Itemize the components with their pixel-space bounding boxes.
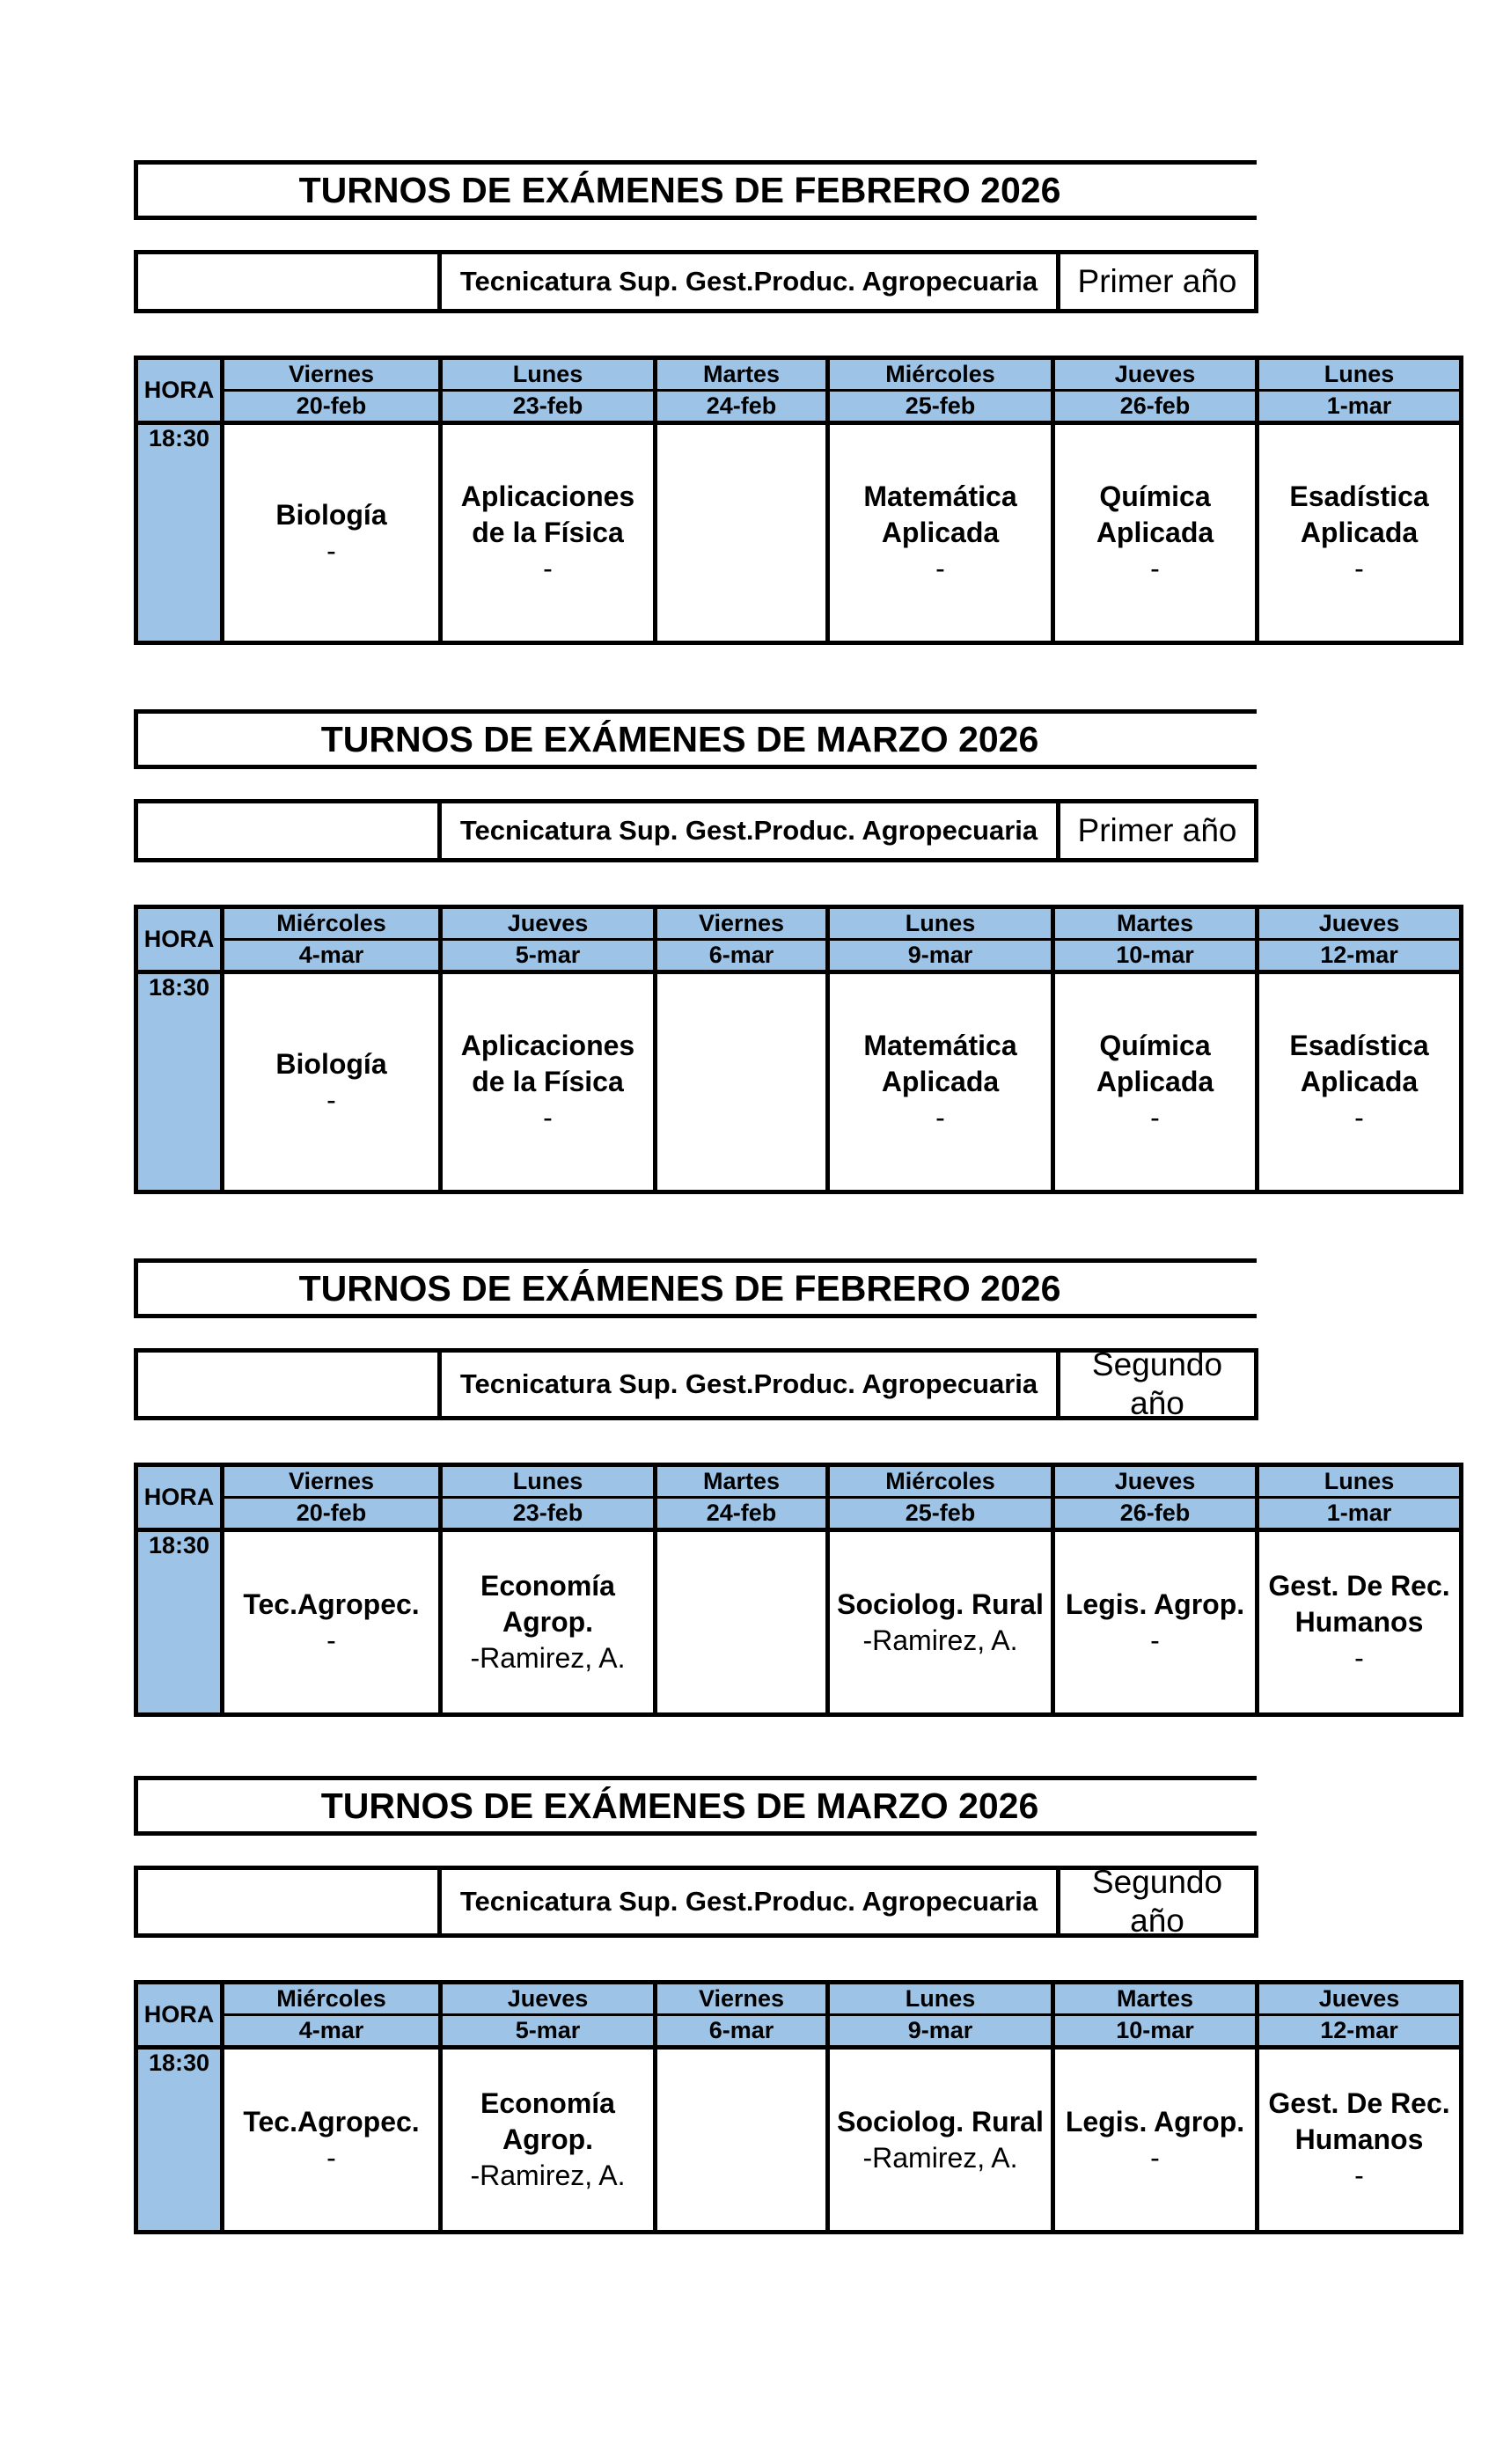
subject-name: Esadística Aplicada [1289, 480, 1429, 548]
exam-schedule-table [134, 1463, 1463, 1717]
date-header: 23-feb [441, 391, 656, 423]
subject-name: Economía Agrop. [480, 2087, 615, 2155]
date-header: 26-feb [1053, 391, 1258, 423]
date-header: 20-feb [223, 391, 441, 423]
subject-cell [656, 972, 828, 1192]
day-header: Lunes [828, 1983, 1053, 2015]
date-header: 10-mar [1053, 940, 1258, 972]
program-row [134, 250, 1258, 313]
subject-cell [223, 1530, 441, 1715]
subject-teacher: -Ramirez, A. [470, 1642, 626, 1674]
program-name: Tecnicatura Sup. Gest.Produc. Agropecuaria [442, 803, 1060, 858]
subject-cell [1258, 2048, 1462, 2233]
date-header: 6-mar [656, 940, 828, 972]
date-header: 25-feb [828, 391, 1053, 423]
day-header: Martes [656, 1465, 828, 1498]
day-header: Jueves [1258, 1983, 1462, 2015]
program-row [134, 1866, 1258, 1938]
subject-teacher: - [1150, 2141, 1160, 2174]
subject-teacher: - [1150, 553, 1160, 584]
program-year: Segundo año [1091, 1864, 1223, 1939]
subject-cell [1053, 423, 1258, 643]
day-header: Martes [1053, 907, 1258, 940]
subject-name: Gest. De Rec. Humanos [1268, 2087, 1450, 2155]
subject-teacher: - [326, 1624, 336, 1656]
subject-name: Tec.Agropec. [243, 1588, 420, 1620]
program-name: Tecnicatura Sup. Gest.Produc. Agropecuaria [442, 254, 1060, 309]
date-header: 20-feb [223, 1498, 441, 1530]
subject-name: Tec.Agropec. [243, 2105, 420, 2138]
exam-time: 18:30 [136, 423, 223, 643]
subject-name: Gest. De Rec. Humanos [1268, 1570, 1450, 1638]
date-header: 1-mar [1258, 1498, 1462, 1530]
program-year: Primer año [1077, 263, 1237, 299]
subject-name: Legis. Agrop. [1065, 2105, 1245, 2138]
day-header: Viernes [656, 1983, 828, 2015]
date-header: 12-mar [1258, 2015, 1462, 2048]
subject-cell [441, 972, 656, 1192]
program-year: Primer año [1077, 812, 1237, 848]
date-header: 12-mar [1258, 940, 1462, 972]
subject-name: Química Aplicada [1096, 1030, 1214, 1097]
day-header: Jueves [441, 907, 656, 940]
subject-cell [828, 972, 1053, 1192]
subject-name: Química Aplicada [1096, 480, 1214, 548]
date-header: 9-mar [828, 2015, 1053, 2048]
subject-teacher: - [1354, 1642, 1364, 1674]
hora-header: HORA [136, 907, 223, 972]
day-header: Jueves [1053, 358, 1258, 391]
subject-teacher: - [543, 553, 553, 584]
date-header: 1-mar [1258, 391, 1462, 423]
subject-teacher: - [1354, 553, 1364, 584]
day-header: Lunes [828, 907, 1053, 940]
subject-teacher: - [1150, 1102, 1160, 1133]
blank-cell [138, 1870, 442, 1933]
exam-time: 18:30 [136, 2048, 223, 2233]
blank-cell [138, 254, 442, 309]
subject-teacher: - [935, 553, 945, 584]
hora-header: HORA [136, 1983, 223, 2048]
date-header: 5-mar [441, 2015, 656, 2048]
subject-cell [1053, 972, 1258, 1192]
exam-section-1 [134, 160, 1454, 645]
exam-section-2 [134, 709, 1454, 1194]
program-row [134, 1348, 1258, 1420]
hora-header: HORA [136, 358, 223, 423]
subject-cell [441, 2048, 656, 2233]
subject-cell [828, 2048, 1053, 2233]
day-header: Lunes [1258, 1465, 1462, 1498]
subject-teacher: - [1150, 1624, 1160, 1656]
date-header: 5-mar [441, 940, 656, 972]
subject-teacher: -Ramirez, A. [862, 2141, 1018, 2174]
program-name: Tecnicatura Sup. Gest.Produc. Agropecuaria [442, 1870, 1060, 1933]
exam-period-title: TURNOS DE EXÁMENES DE MARZO 2026 [134, 709, 1257, 769]
program-row [134, 799, 1258, 862]
subject-cell [223, 2048, 441, 2233]
subject-cell [656, 2048, 828, 2233]
date-header: 25-feb [828, 1498, 1053, 1530]
date-header: 23-feb [441, 1498, 656, 1530]
exam-period-title: TURNOS DE EXÁMENES DE MARZO 2026 [134, 1776, 1257, 1836]
subject-name: Sociolog. Rural [837, 2105, 1044, 2138]
subject-name: Esadística Aplicada [1289, 1030, 1429, 1097]
subject-name: Matemática Aplicada [863, 1030, 1017, 1097]
subject-teacher: - [1354, 2160, 1364, 2191]
exam-section-4 [134, 1776, 1454, 2234]
subject-name: Aplicaciones de la Física [460, 1030, 635, 1097]
day-header: Martes [1053, 1983, 1258, 2015]
subject-name: Biología [275, 1047, 387, 1080]
subject-cell [1258, 972, 1462, 1192]
day-header: Viernes [656, 907, 828, 940]
exam-period-title: TURNOS DE EXÁMENES DE FEBRERO 2026 [134, 1258, 1257, 1318]
day-header: Martes [656, 358, 828, 391]
date-header: 10-mar [1053, 2015, 1258, 2048]
subject-cell [656, 423, 828, 643]
hora-header: HORA [136, 1465, 223, 1530]
day-header: Jueves [1258, 907, 1462, 940]
exam-period-title: TURNOS DE EXÁMENES DE FEBRERO 2026 [134, 160, 1257, 220]
exam-section-3 [134, 1258, 1454, 1717]
subject-name: Economía Agrop. [480, 1570, 615, 1638]
subject-teacher: - [935, 1102, 945, 1133]
day-header: Lunes [441, 1465, 656, 1498]
date-header: 9-mar [828, 940, 1053, 972]
subject-teacher: - [543, 1102, 553, 1133]
date-header: 24-feb [656, 391, 828, 423]
day-header: Miércoles [223, 907, 441, 940]
blank-cell [138, 1353, 442, 1416]
subject-cell [1258, 1530, 1462, 1715]
subject-name: Matemática Aplicada [863, 480, 1017, 548]
date-header: 6-mar [656, 2015, 828, 2048]
day-header: Lunes [1258, 358, 1462, 391]
subject-cell [441, 423, 656, 643]
program-year: Segundo año [1091, 1346, 1223, 1421]
exam-schedule-table [134, 1980, 1463, 2234]
subject-cell [441, 1530, 656, 1715]
blank-cell [138, 803, 442, 858]
exam-schedule-table [134, 356, 1463, 645]
subject-teacher: -Ramirez, A. [470, 2160, 626, 2191]
subject-cell [223, 423, 441, 643]
date-header: 4-mar [223, 940, 441, 972]
subject-cell [1053, 1530, 1258, 1715]
exam-time: 18:30 [136, 972, 223, 1192]
subject-cell [1258, 423, 1462, 643]
date-header: 26-feb [1053, 1498, 1258, 1530]
program-name: Tecnicatura Sup. Gest.Produc. Agropecuaria [442, 1353, 1060, 1416]
day-header: Miércoles [828, 1465, 1053, 1498]
subject-cell [828, 423, 1053, 643]
day-header: Miércoles [828, 358, 1053, 391]
subject-teacher: - [326, 1083, 336, 1116]
subject-teacher: -Ramirez, A. [862, 1624, 1018, 1656]
subject-cell [656, 1530, 828, 1715]
date-header: 4-mar [223, 2015, 441, 2048]
day-header: Lunes [441, 358, 656, 391]
exam-schedule-table [134, 905, 1463, 1194]
day-header: Jueves [1053, 1465, 1258, 1498]
day-header: Viernes [223, 358, 441, 391]
subject-name: Legis. Agrop. [1065, 1588, 1245, 1620]
subject-name: Sociolog. Rural [837, 1588, 1044, 1620]
subject-teacher: - [1354, 1102, 1364, 1133]
subject-cell [828, 1530, 1053, 1715]
day-header: Miércoles [223, 1983, 441, 2015]
day-header: Jueves [441, 1983, 656, 2015]
subject-teacher: - [326, 534, 336, 567]
subject-cell [1053, 2048, 1258, 2233]
subject-name: Aplicaciones de la Física [460, 480, 635, 548]
subject-name: Biología [275, 498, 387, 531]
day-header: Viernes [223, 1465, 441, 1498]
exam-time: 18:30 [136, 1530, 223, 1715]
date-header: 24-feb [656, 1498, 828, 1530]
subject-teacher: - [326, 2141, 336, 2174]
subject-cell [223, 972, 441, 1192]
